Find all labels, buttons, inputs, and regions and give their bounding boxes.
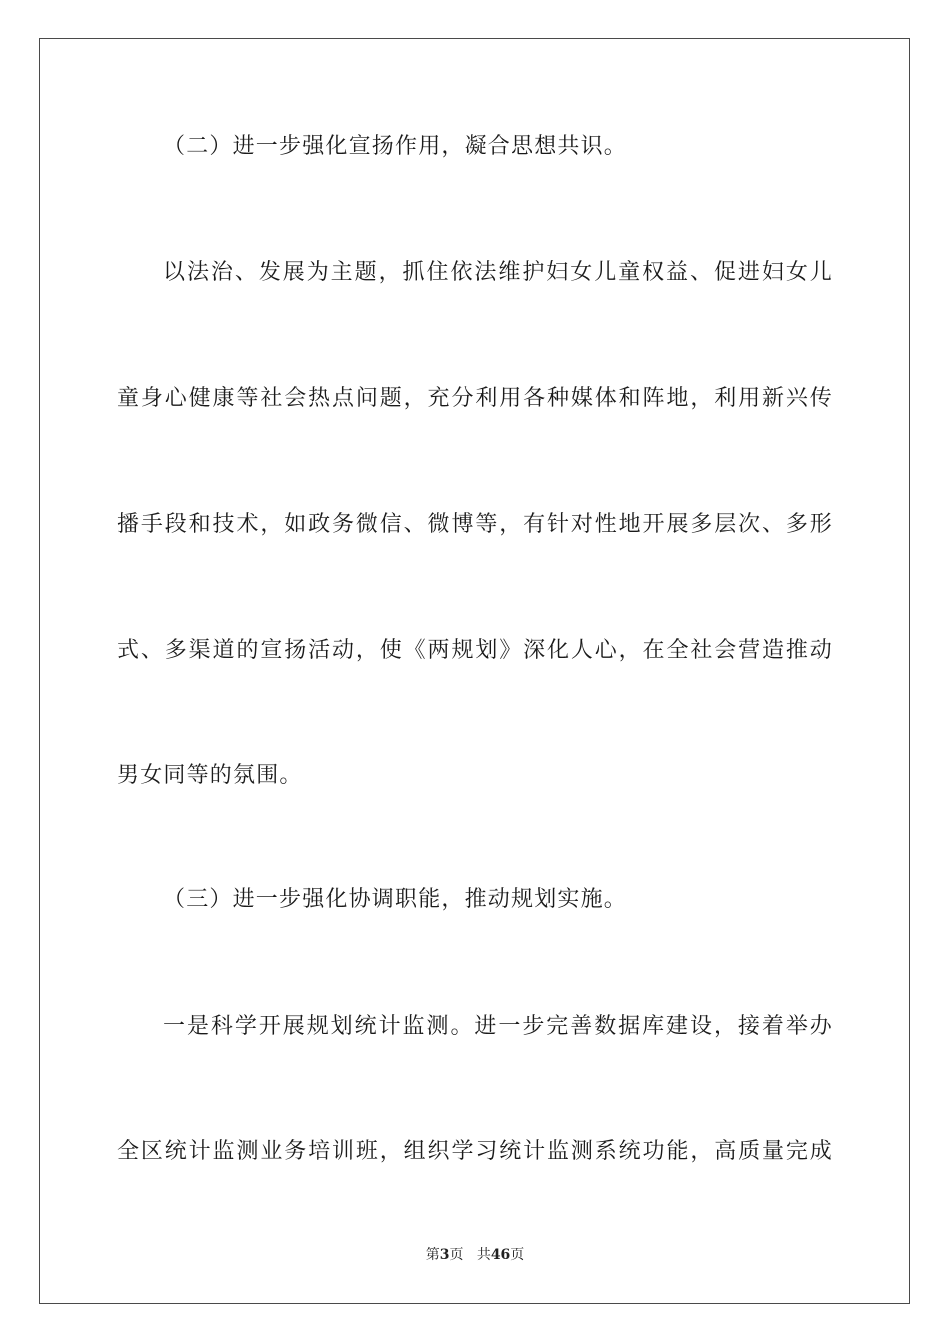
page-number: 3 bbox=[439, 1247, 450, 1263]
section-heading-3: （三）进一步强化协调职能，推动规划实施。 bbox=[163, 887, 628, 912]
section-heading-2: （二）进一步强化宣扬作用，凝合思想共识。 bbox=[163, 134, 628, 159]
paragraph-line: 全区统计监测业务培训班，组织学习统计监测系统功能，高质量完成 bbox=[117, 1139, 833, 1164]
paragraph-line: 播手段和技术，如政务微信、微博等，有针对性地开展多层次、多形 bbox=[117, 512, 833, 537]
paragraph-line: 式、多渠道的宣扬活动，使《两规划》深化人心，在全社会营造推动 bbox=[117, 638, 833, 663]
paragraph-line: 童身心健康等社会热点问题，充分利用各种媒体和阵地，利用新兴传 bbox=[117, 386, 833, 411]
page-footer bbox=[0, 1246, 950, 1264]
total-suffix: 页 bbox=[510, 1247, 525, 1263]
page-prefix: 第 bbox=[425, 1247, 440, 1263]
paragraph-line: 以法治、发展为主题，抓住依法维护妇女儿童权益、促进妇女儿 bbox=[163, 260, 833, 285]
page-suffix: 页 bbox=[449, 1247, 464, 1263]
total-pages: 46 bbox=[490, 1247, 511, 1263]
page-border bbox=[39, 38, 910, 1304]
paragraph-line: 男女同等的氛围。 bbox=[117, 763, 303, 788]
paragraph-line: 一是科学开展规划统计监测。进一步完善数据库建设，接着举办 bbox=[163, 1014, 833, 1039]
total-prefix: 共 bbox=[476, 1247, 491, 1263]
